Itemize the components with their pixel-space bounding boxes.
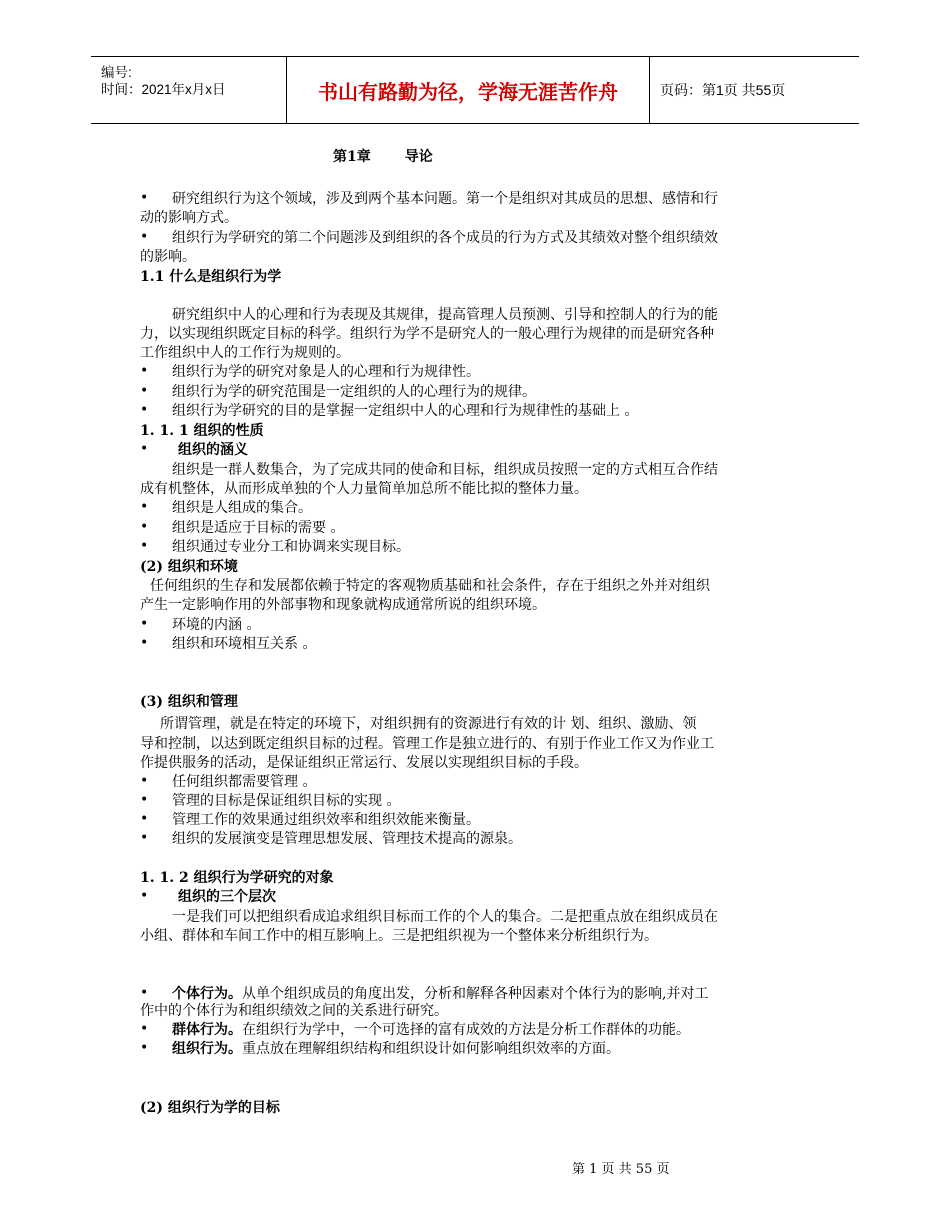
bullet-icon: • [140,363,149,379]
paragraph-line: 任何组织的生存和发展都依赖于特定的客观物质基础和社会条件，存在于组织之外并对组织 [150,578,710,594]
paragraph-line: 作提供服务的活动，是保证组织正常运行、发展以实现组织目标的手段。 [140,755,588,771]
bullet-item: 环境的内涵 。 [172,617,261,633]
bullet-item: 组织和环境相互关系 。 [172,636,317,652]
bullet-icon: • [140,441,149,457]
section-heading: 组织的三个层次 [178,889,276,905]
paragraph-line: 动的影响方式。 [140,210,238,226]
bullet-icon: • [140,1021,149,1037]
number-label: 编号: [101,65,132,80]
bullet-icon: • [140,830,149,846]
paragraph-line: 产生一定影响作用的外部事物和现象就构成通常所说的组织环境。 [140,597,546,613]
paragraph-line: 所谓管理，就是在特定的环境下，对组织拥有的资源进行有效的计 划、组织、激励、领 [160,716,697,732]
header-page-info: 页码：第1页 共55页 [660,82,786,98]
bullet-icon: • [140,792,149,808]
bold-lead: 群体行为。 [172,1022,242,1038]
paragraph-line: 力，以实现组织既定目标的科学。组织行为学不是研究人的一般心理行为规律的而是研究各种 [140,326,714,342]
bullet-icon: • [140,1040,149,1056]
bullet-icon: • [140,616,149,632]
bullet-icon: • [140,538,149,554]
paragraph-line: 工作组织中人的工作行为规则的。 [140,345,350,361]
paragraph-line: 作中的个体行为和组织绩效之间的关系进行研究。 [140,1003,448,1019]
bold-lead: 组织行为。 [172,1041,242,1057]
section-heading: 1. 1. 2 组织行为学研究的对象 [140,870,334,886]
time-label: 时间：2021年x月x日 [101,82,226,97]
bold-lead: 个体行为。 [172,986,242,1002]
bullet-item: 组织行为。重点放在理解组织结构和组织设计如何影响组织效率的方面。 [172,1041,620,1057]
paragraph-line: 一是我们可以把组织看成追求组织目标而工作的个人的集合。二是把重点放在组织成员在 [172,909,718,925]
bullet-icon: • [140,383,149,399]
bullet-item: 组织是人组成的集合。 [172,500,312,516]
paragraph-line: 成有机整体，从而形成单独的个人力量简单加总所不能比拟的整体力量。 [140,481,588,497]
bullet-item: 群体行为。在组织行为学中，一个可选择的富有成效的方法是分析工作群体的功能。 [172,1022,690,1038]
bullet-item: 管理的目标是保证组织目标的实现 。 [172,793,401,809]
paragraph-line: 组织是一群人数集合，为了完成共同的使命和目标，组织成员按照一定的方式相互合作结 [172,462,718,478]
section-heading: (3) 组织和管理 [140,694,238,710]
section-heading: 组织的涵义 [178,442,248,458]
chapter-number: 第1章 [333,149,371,165]
section-heading: (2) 组织行为学的目标 [140,1100,280,1116]
paragraph-line: 的影响。 [140,249,196,265]
section-heading: 1.1 什么是组织行为学 [140,269,282,285]
bullet-item: 组织通过专业分工和协调来实现目标。 [172,539,410,555]
bullet-item: 研究组织行为这个领域，涉及到两个基本问题。第一个是组织对其成员的思想、感情和行 [172,191,718,207]
bullet-item: 组织的发展演变是管理思想发展、管理技术提高的源泉。 [172,831,522,847]
bullet-icon: • [140,499,149,515]
bullet-icon: • [140,635,149,651]
bullet-item: 组织行为学的研究范围是一定组织的人的心理行为的规律。 [172,384,536,400]
bullet-icon: • [140,888,149,904]
paragraph-line: 导和控制，以达到既定组织目标的过程。管理工作是独立进行的、有别于作业工作又为作业工 [140,736,714,752]
bullet-item: 组织行为学研究的第二个问题涉及到组织的各个成员的行为方式及其绩效对整个组织绩效 [172,230,718,246]
bullet-item: 组织行为学的研究对象是人的心理和行为规律性。 [172,364,480,380]
page-footer: 第 1 页 共 55 页 [572,1162,670,1177]
bullet-icon: • [140,773,149,789]
header-meta [91,57,287,123]
paragraph-line: 小组、群体和车间工作中的相互影响上。三是把组织视为一个整体来分析组织行为。 [140,928,658,944]
bullet-item: 组织是适应于目标的需要 。 [172,520,345,536]
page-header [91,56,859,124]
bullet-icon: • [140,229,149,245]
bullet-item: 管理工作的效果通过组织效率和组织效能来衡量。 [172,812,480,828]
paragraph-line: 研究组织中人的心理和行为表现及其规律，提高管理人员预测、引导和控制人的行为的能 [172,307,718,323]
section-heading: (2) 组织和环境 [140,559,238,575]
bullet-icon: • [140,190,149,206]
chapter-title [333,146,467,166]
chapter-name: 导论 [404,149,433,165]
bullet-item: 个体行为。从单个组织成员的角度出发，分析和解释各种因素对个体行为的影响,并对工 [172,986,709,1002]
bullet-icon: • [140,811,149,827]
header-motto: 书山有路勤为径，学海无涯苦作舟 [287,57,650,123]
bullet-item: 任何组织都需要管理 。 [172,774,317,790]
bullet-icon: • [140,519,149,535]
bullet-icon: • [140,402,149,418]
bullet-item: 组织行为学研究的目的是掌握一定组织中人的心理和行为规律性的基础上 。 [172,403,639,419]
bullet-icon: • [140,985,149,1001]
section-heading: 1. 1. 1 组织的性质 [140,423,264,439]
